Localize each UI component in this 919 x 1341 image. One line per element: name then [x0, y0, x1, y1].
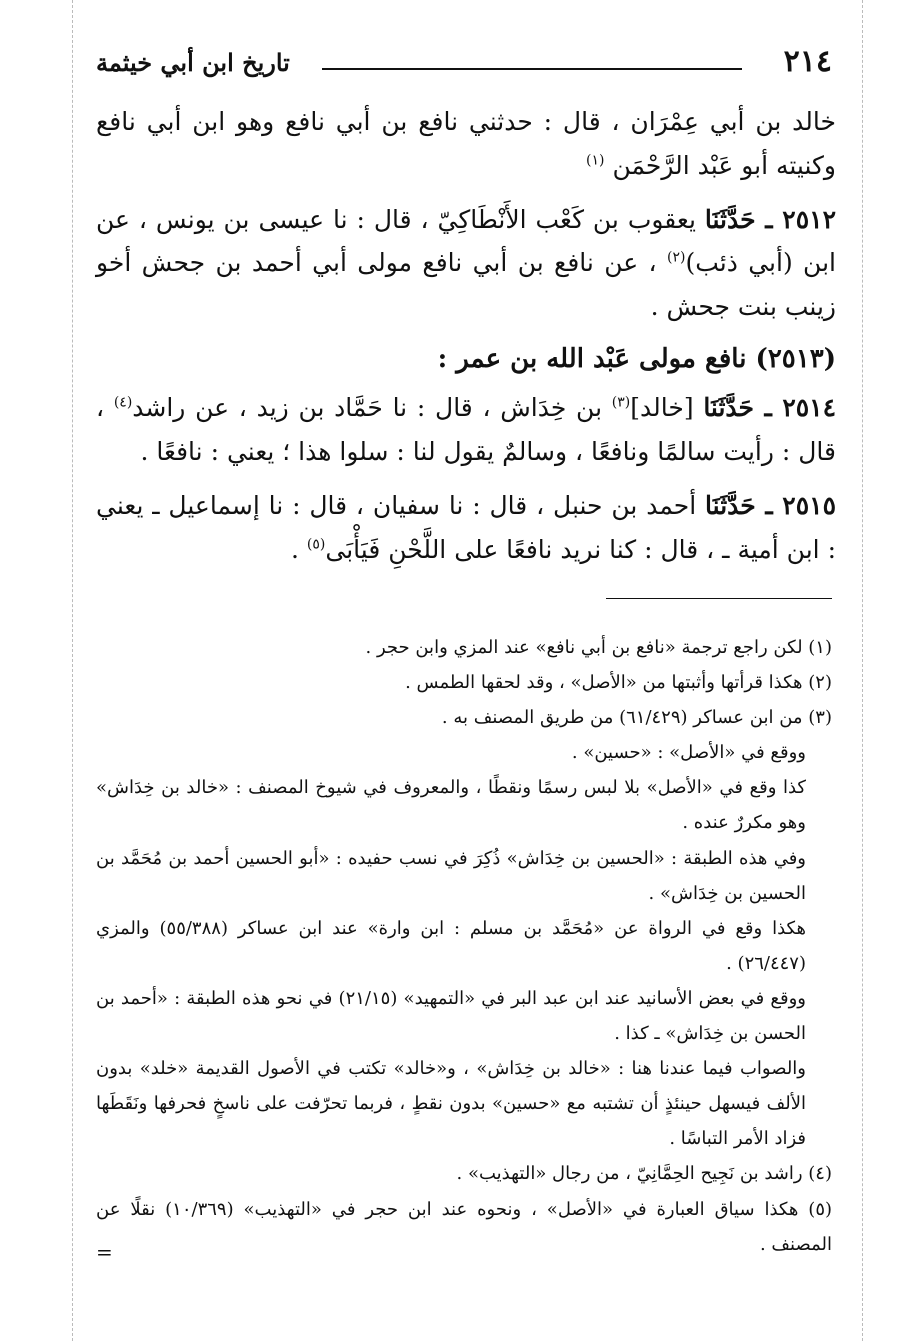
hadith-2514 — [96, 386, 836, 474]
footnote-3-line-5: ووقع في بعض الأسانيد عند ابن عبد البر في «التمهيد» (٢١/١٥) في نحو هذه الطبقة : «أحمد بن الحسن بن خِدَاش» ـ كذا . — [96, 987, 806, 1045]
footnote-3: (٣) من ابن عساكر (٦١/٤٢٩) من طريق المصنف به . — [441, 707, 832, 729]
footnote-4: (٤) راشد بن نَجِيح الحِمَّانِيّ ، من رجال «التهذيب» . — [456, 1163, 832, 1185]
hadith-2515-text-a: أحمد بن حنبل ، قال : نا سفيان ، قال : نا إسماعيل ـ يعني : ابن أمية ـ ، قال : كنا نريد نافعًا على اللَّحْنِ فَيَأْبَى — [96, 490, 836, 564]
paragraph-1 — [96, 100, 836, 188]
footnote-separator — [606, 598, 832, 599]
footnote-ref-1: (١) — [586, 152, 605, 169]
page-header — [96, 44, 832, 84]
hadith-2514-number: ٢٥١٤ ـ حَدَّثَنَا — [703, 393, 837, 423]
hadith-2515 — [96, 484, 836, 572]
footnote-3-line-1: ووقع في «الأصل» : «حسين» . — [571, 742, 806, 764]
footnote-2: (٢) هكذا قرأتها وأثبتها من «الأصل» ، وقد لحقها الطمس . — [405, 672, 832, 694]
footnote-ref-4: (٤) — [113, 395, 133, 412]
paragraph-1-text: خالد بن أبي عِمْرَان ، قال : حدثني نافع بن أبي نافع وهو ابن أبي نافع وكنيته أبو عَبْد الرَّحْمَن — [96, 107, 836, 180]
footnote-3-line-3: وفي هذه الطبقة : «الحسين بن خِدَاش» ذُكِرَ في نسب حفيده : «أبو الحسين أحمد بن مُحَمَّد بن الحسين بن خِدَاش» . — [96, 847, 806, 904]
running-title: تاريخ ابن أبي خيثمة — [96, 48, 290, 77]
page-edge-right — [862, 0, 863, 1341]
footnote-5: (٥) هكذا سياق العبارة في «الأصل» ، ونحوه عند ابن حجر في «التهذيب» (١٠/٣٦٩) نقلًا عن المصنف . — [96, 1198, 833, 1255]
footnote-ref-3: (٣) — [611, 395, 631, 412]
header-rule — [322, 68, 742, 70]
continuation-mark: = — [96, 1240, 113, 1264]
main-text — [96, 100, 836, 581]
hadith-2512 — [96, 198, 836, 329]
footnote-ref-2: (٢) — [666, 249, 686, 266]
footnotes — [96, 630, 832, 1262]
hadith-2514-text-c: ، قال : رأيت سالمًا ونافعًا ، وسالمٌ يقول لنا : سلوا هذا ؛ يعني : نافعًا . — [96, 393, 836, 467]
footnote-1: (١) لكن راجع ترجمة «نافع بن أبي نافع» عند المزي وابن حجر . — [365, 637, 832, 658]
footnote-3-line-4: هكذا وقع في الرواة عن «مُحَمَّد بن مسلم : ابن وارة» عند ابن عساكر (٥٥/٣٨٨) والمزي (٢٦/٤٤٧) . — [96, 917, 806, 974]
page-edge-left — [72, 0, 73, 1341]
hadith-2512-number: ٢٥١٢ ـ حَدَّثَنَا — [704, 204, 836, 234]
hadith-2515-text-b: . — [291, 534, 307, 564]
hadith-2512-text-b: ، عن نافع بن أبي نافع مولى أبي أحمد بن جحش أخو زينب بنت جحش . — [96, 248, 836, 321]
section-heading-2513: (٢٥١٣) نافع مولى عَبْد الله بن عمر : — [437, 343, 836, 374]
footnote-ref-5: (٥) — [306, 536, 326, 553]
hadith-2515-number: ٢٥١٥ ـ حَدَّثَنَا — [705, 490, 836, 520]
footnote-3-line-2: كذا وقع في «الأصل» بلا لبس رسمًا ونقطًا ، والمعروف في شيوخ المصنف : «خالد بن خِدَاش» وهو مكررٌ عنده . — [96, 777, 806, 834]
hadith-2514-text-b: بن خِدَاش ، قال : نا حَمَّاد بن زيد ، عن راشد — [132, 393, 612, 423]
hadith-2514-text-a: [خالد] — [630, 393, 704, 423]
page-number: ٢١٤ — [783, 44, 832, 79]
hadith-2512-text-a: يعقوب بن كَعْب الأَنْطَاكِيّ ، قال : نا عيسى بن يونس ، عن ابن (أبي ذئب) — [96, 204, 836, 278]
footnote-3-line-6: والصواب فيما عندنا هنا : «خالد بن خِدَاش» ، و«خالد» تكتب في الأصول القديمة «خلد» بدون الألف فيسهل حينئذٍ أن تشتبه مع «حسين» بدون نقطٍ ، فربما تحرّفت على ناسخٍ فحرفها ونَقَطَها فزاد الأمر التباسًا . — [96, 1058, 806, 1150]
